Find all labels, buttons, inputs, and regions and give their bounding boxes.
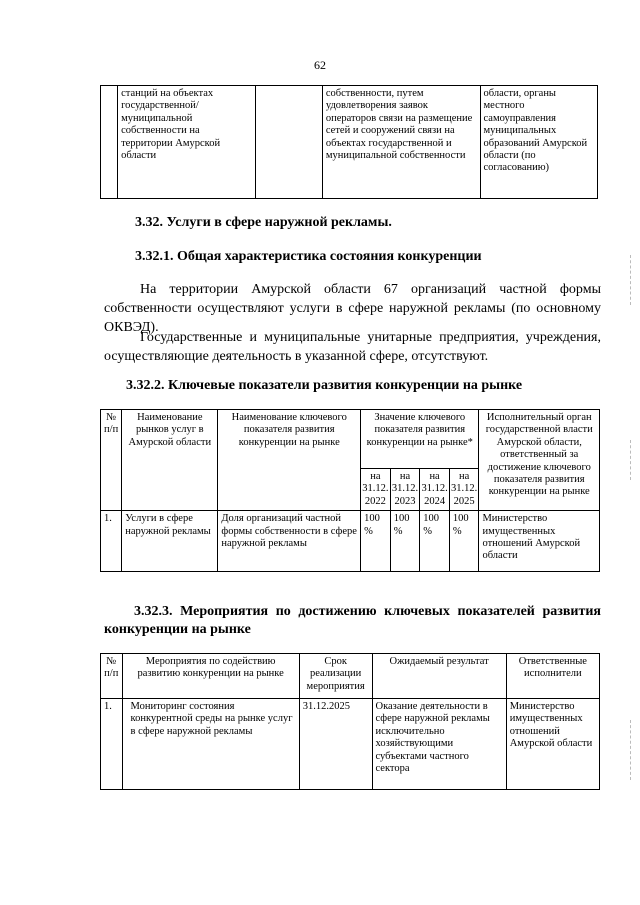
table-header-row	[101, 654, 600, 699]
header-measure: Мероприятия по содействию развитию конкуренции на рынке	[122, 654, 299, 699]
subsection-title-2: 3.32.2. Ключевые показатели развития конкуренции на рынке	[126, 378, 523, 393]
cell-value: 100 %	[361, 511, 391, 572]
indicators-table	[100, 409, 600, 572]
cell-measure: Мониторинг состояния конкурентной среды на рынке услуг в сфере наружной рекламы	[122, 699, 299, 790]
header-result: Ожидаемый результат	[372, 654, 506, 699]
table-cell	[255, 86, 322, 199]
scan-artifact	[630, 720, 632, 780]
continued-table	[100, 85, 598, 199]
scan-artifact	[630, 440, 632, 480]
header-indicator: Наименование ключевого показателя развития конкуренции на рынке	[218, 410, 361, 511]
cell-value: 100 %	[390, 511, 420, 572]
cell-responsible: Министерство имущественных отношений Амурской области	[506, 699, 599, 790]
header-num: № п/п	[101, 410, 122, 511]
section-title: 3.32. Услуги в сфере наружной рекламы.	[135, 215, 392, 230]
subsection-title-1: 3.32.1. Общая характеристика состояния конкуренции	[135, 249, 482, 264]
header-value: Значение ключевого показателя развития конкуренции на рынке*	[361, 410, 479, 469]
table-cell	[101, 86, 118, 199]
header-year: на 31.12. 2023	[390, 469, 420, 511]
header-term: Срок реализации мероприятия	[299, 654, 372, 699]
table-cell: области, органы местного самоуправления муниципальных образований Амурской области (по согласованию)	[480, 86, 598, 199]
cell-indicator: Доля организаций частной формы собственности в сфере наружной рекламы	[218, 511, 361, 572]
measures-table	[100, 653, 600, 790]
table-row	[101, 86, 598, 199]
header-executor: Исполнительный орган государственной власти Амурской области, ответственный за достижение ключевого показателя развития конкуренции на рынке	[479, 410, 600, 511]
header-market: Наименование рынков услуг в Амурской области	[122, 410, 218, 511]
table-header-row	[101, 410, 600, 469]
table-row	[101, 699, 600, 790]
cell-executor: Министерство имущественных отношений Амурской области	[479, 511, 600, 572]
header-year: на 31.12. 2024	[420, 469, 450, 511]
cell-value: 100 %	[420, 511, 450, 572]
cell-term: 31.12.2025	[299, 699, 372, 790]
cell-result: Оказание деятельности в сфере наружной рекламы исключительно хозяйствующими субъектами частного сектора	[372, 699, 506, 790]
paragraph-1: На территории Амурской области 67 организаций частной формы собственности осуществляют услуги в сфере наружной рекламы (по основному ОКВЭД).	[104, 282, 601, 335]
page-number: 62	[314, 58, 326, 72]
cell-market: Услуги в сфере наружной рекламы	[122, 511, 218, 572]
cell-num: 1.	[101, 699, 123, 790]
cell-value: 100 %	[449, 511, 479, 572]
table-cell: станций на объектах государственной/муниципальной собственности на территории Амурской области	[118, 86, 256, 199]
header-num: № п/п	[101, 654, 123, 699]
subsection-title-3: 3.32.3. Мероприятия по достижению ключевых показателей развития конкуренции на рынке	[104, 604, 601, 638]
header-year: на 31.12. 2025	[449, 469, 479, 511]
table-row	[101, 511, 600, 572]
table-cell: собственности, путем удовлетворения заявок операторов связи на размещение сетей и сооружений связи на объектах государственной и муниципальной собственности	[322, 86, 480, 199]
header-year: на 31.12. 2022	[361, 469, 391, 511]
header-responsible: Ответственные исполнители	[506, 654, 599, 699]
cell-num: 1.	[101, 511, 122, 572]
scan-artifact	[630, 255, 632, 305]
paragraph-2: Государственные и муниципальные унитарные предприятия, учреждения, осуществляющие деятельность в указанной сфере, отсутствуют.	[104, 330, 601, 364]
